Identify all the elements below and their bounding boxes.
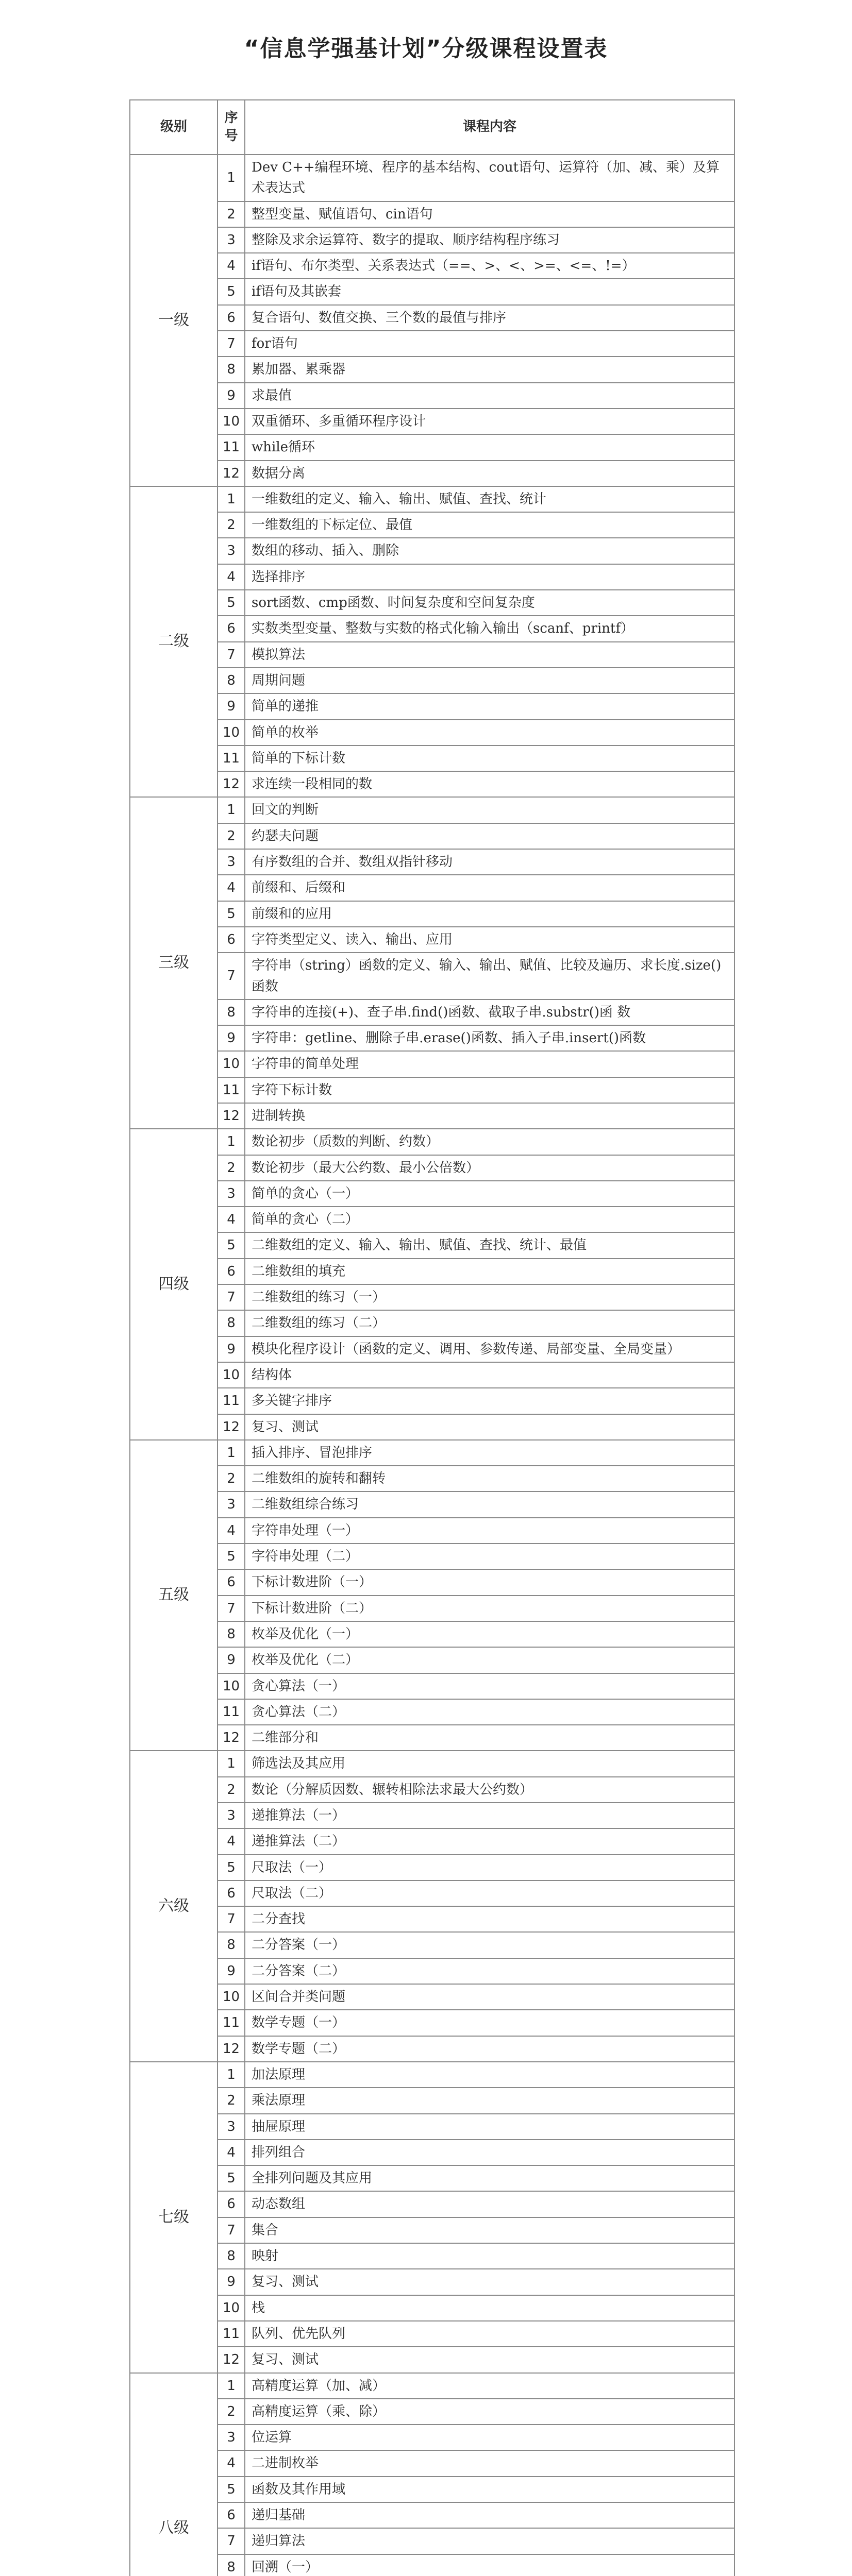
row-number-cell: 3 (218, 1181, 245, 1207)
course-content-cell: 实数类型变量、整数与实数的格式化输入输出（scanf、printf） (245, 616, 734, 641)
table-row (130, 1025, 734, 1051)
row-number-cell: 10 (218, 1362, 245, 1388)
row-number-cell: 9 (218, 1336, 245, 1362)
course-content-cell: if语句及其嵌套 (245, 279, 734, 304)
row-number-cell: 4 (218, 875, 245, 901)
table-row (130, 2140, 734, 2165)
table-row (130, 875, 734, 901)
course-content-cell: 加法原理 (245, 2062, 734, 2088)
level-cell: 六级 (130, 1751, 218, 2062)
table-row (130, 849, 734, 875)
course-content-cell: 整除及求余运算符、数字的提取、顺序结构程序练习 (245, 227, 734, 253)
course-content-cell: 回溯（一） (245, 2554, 734, 2576)
course-content-cell: 字符串处理（二） (245, 1544, 734, 1569)
course-content-cell: 二维数组的填充 (245, 1259, 734, 1284)
course-content-cell: 集合 (245, 2217, 734, 2243)
row-number-cell: 5 (218, 2165, 245, 2191)
table-row (130, 999, 734, 1025)
row-number-cell: 2 (218, 1777, 245, 1803)
course-content-cell: 高精度运算（加、减） (245, 2373, 734, 2399)
course-content-cell: 递归基础 (245, 2502, 734, 2528)
course-content-cell: 动态数组 (245, 2191, 734, 2217)
table-row (130, 2373, 734, 2399)
table-row (130, 2217, 734, 2243)
course-content-cell: 二进制枚举 (245, 2450, 734, 2476)
course-content-cell: 求连续一段相同的数 (245, 771, 734, 797)
table-row (130, 1932, 734, 1958)
table-row (130, 771, 734, 797)
course-content-cell: 数论初步（质数的判断、约数） (245, 1129, 734, 1155)
course-content-cell: 选择排序 (245, 564, 734, 590)
row-number-cell: 4 (218, 2140, 245, 2165)
course-content-cell: 字符串（string）函数的定义、输入、输出、赋值、比较及遍历、求长度.size()函数 (245, 953, 734, 999)
course-content-cell: 尺取法（二） (245, 1880, 734, 1906)
table-row (130, 1051, 734, 1077)
course-content-cell: 贪心算法（二） (245, 1699, 734, 1725)
course-content-cell: 周期问题 (245, 668, 734, 693)
row-number-cell: 6 (218, 305, 245, 331)
course-content-cell: 字符串的连接(+)、查子串.find()函数、截取子串.substr()函 数 (245, 999, 734, 1025)
row-number-cell: 6 (218, 1880, 245, 1906)
course-content-cell: 数论（分解质因数、辗转相除法求最大公约数） (245, 1777, 734, 1803)
table-row (130, 357, 734, 382)
row-number-cell: 10 (218, 1984, 245, 2010)
course-content-cell: 简单的枚举 (245, 720, 734, 745)
level-cell: 二级 (130, 486, 218, 798)
table-row (130, 1880, 734, 1906)
table-row (130, 2062, 734, 2088)
table-row (130, 1077, 734, 1103)
table-row (130, 1181, 734, 1207)
row-number-cell: 8 (218, 1310, 245, 1336)
course-content-cell: 字符串的简单处理 (245, 1051, 734, 1077)
course-content-cell: 高精度运算（乘、除） (245, 2399, 734, 2425)
row-number-cell: 5 (218, 2477, 245, 2502)
course-content-cell: 简单的下标计数 (245, 745, 734, 771)
course-content-cell: 二维数组的练习（二） (245, 1310, 734, 1336)
course-content-cell: 筛选法及其应用 (245, 1751, 734, 1776)
row-number-cell: 4 (218, 253, 245, 279)
course-content-cell: 多关键字排序 (245, 1388, 734, 1414)
course-content-cell: 一维数组的定义、输入、输出、赋值、查找、统计 (245, 486, 734, 512)
row-number-cell: 11 (218, 434, 245, 460)
table-row (130, 1310, 734, 1336)
course-content-cell: 简单的递推 (245, 693, 734, 719)
table-row (130, 2269, 734, 2295)
row-number-cell: 2 (218, 1466, 245, 1492)
row-number-cell: 11 (218, 1388, 245, 1414)
row-number-cell: 3 (218, 2425, 245, 2450)
table-row (130, 2347, 734, 2372)
row-number-cell: 5 (218, 279, 245, 304)
course-content-cell: 位运算 (245, 2425, 734, 2450)
table-row (130, 1518, 734, 1544)
row-number-cell: 1 (218, 486, 245, 512)
course-content-cell: 数论初步（最大公约数、最小公倍数） (245, 1155, 734, 1181)
row-number-cell: 3 (218, 1803, 245, 1828)
table-row (130, 1232, 734, 1258)
course-content-cell: sort函数、cmp函数、时间复杂度和空间复杂度 (245, 590, 734, 616)
course-content-cell: 排列组合 (245, 2140, 734, 2165)
row-number-cell: 8 (218, 1621, 245, 1647)
table-row (130, 1596, 734, 1621)
course-content-cell: 进制转换 (245, 1103, 734, 1129)
table-header (130, 100, 734, 155)
row-number-cell: 2 (218, 823, 245, 849)
table-row (130, 953, 734, 999)
row-number-cell: 12 (218, 1103, 245, 1129)
table-row (130, 486, 734, 512)
row-number-cell: 6 (218, 2191, 245, 2217)
table-row (130, 590, 734, 616)
row-number-cell: 5 (218, 1544, 245, 1569)
table-row (130, 383, 734, 409)
level-column-header: 级别 (130, 100, 218, 155)
table-row (130, 1621, 734, 1647)
course-content-cell: for语句 (245, 331, 734, 357)
table-row (130, 1699, 734, 1725)
course-content-cell: 结构体 (245, 1362, 734, 1388)
table-row (130, 1777, 734, 1803)
row-number-cell: 12 (218, 2347, 245, 2372)
course-content-cell: 前缀和、后缀和 (245, 875, 734, 901)
table-row (130, 745, 734, 771)
course-content-cell: 约瑟夫问题 (245, 823, 734, 849)
table-row (130, 1259, 734, 1284)
table-row (130, 1414, 734, 1440)
table-row (130, 2114, 734, 2140)
table-row (130, 512, 734, 538)
course-content-cell: 抽屉原理 (245, 2114, 734, 2140)
row-number-cell: 2 (218, 2399, 245, 2425)
table-row (130, 1440, 734, 1466)
row-number-cell: 1 (218, 797, 245, 823)
table-row (130, 1466, 734, 1492)
table-row (130, 2554, 734, 2576)
table-body (130, 155, 734, 2576)
table-row (130, 227, 734, 253)
course-content-cell: 贪心算法（一） (245, 1673, 734, 1699)
row-number-cell: 1 (218, 1751, 245, 1776)
row-number-cell: 1 (218, 1129, 245, 1155)
table-row (130, 279, 734, 304)
course-content-cell: 字符串处理（一） (245, 1518, 734, 1544)
course-content-cell: 复习、测试 (245, 1414, 734, 1440)
row-number-cell: 7 (218, 953, 245, 999)
row-number-cell: 8 (218, 357, 245, 382)
row-number-cell: 5 (218, 1232, 245, 1258)
course-table (129, 99, 735, 2576)
course-content-cell: 二维部分和 (245, 1725, 734, 1751)
course-content-cell: 复合语句、数值交换、三个数的最值与排序 (245, 305, 734, 331)
course-content-cell: 模块化程序设计（函数的定义、调用、参数传递、局部变量、全局变量） (245, 1336, 734, 1362)
course-content-cell: 枚举及优化（二） (245, 1647, 734, 1673)
course-content-cell: 数据分离 (245, 461, 734, 486)
course-content-cell: 字符下标计数 (245, 1077, 734, 1103)
table-row (130, 901, 734, 927)
table-row (130, 2010, 734, 2036)
row-number-cell: 8 (218, 999, 245, 1025)
course-content-cell: 复习、测试 (245, 2269, 734, 2295)
table-row (130, 461, 734, 486)
table-row (130, 1828, 734, 1854)
row-number-cell: 7 (218, 2217, 245, 2243)
table-row (130, 409, 734, 434)
level-cell: 八级 (130, 2373, 218, 2576)
table-row (130, 1362, 734, 1388)
course-content-cell: 二维数组的旋转和翻转 (245, 1466, 734, 1492)
row-number-cell: 3 (218, 849, 245, 875)
course-content-cell: 数学专题（二） (245, 2036, 734, 2062)
level-cell: 三级 (130, 797, 218, 1129)
row-number-cell: 7 (218, 2528, 245, 2554)
table-row (130, 305, 734, 331)
table-row (130, 927, 734, 953)
row-number-cell: 12 (218, 771, 245, 797)
content-column-header: 课程内容 (245, 100, 734, 155)
row-number-cell: 12 (218, 461, 245, 486)
table-row (130, 616, 734, 641)
table-row (130, 1284, 734, 1310)
row-number-cell: 6 (218, 1259, 245, 1284)
row-number-cell: 2 (218, 1155, 245, 1181)
table-row (130, 155, 734, 201)
level-cell: 五级 (130, 1440, 218, 1751)
table-row (130, 564, 734, 590)
page-title: “信息学强基计划”分级课程设置表 (244, 36, 608, 62)
row-number-cell: 7 (218, 1596, 245, 1621)
row-number-cell: 8 (218, 1932, 245, 1958)
table-row (130, 434, 734, 460)
level-cell: 一级 (130, 155, 218, 486)
row-number-cell: 4 (218, 1828, 245, 1854)
row-number-cell: 10 (218, 720, 245, 745)
course-content-cell: 前缀和的应用 (245, 901, 734, 927)
table-row (130, 720, 734, 745)
row-number-cell: 4 (218, 2450, 245, 2476)
row-number-cell: 10 (218, 1673, 245, 1699)
course-content-cell: while循环 (245, 434, 734, 460)
row-number-cell: 10 (218, 2295, 245, 2321)
course-content-cell: 全排列问题及其应用 (245, 2165, 734, 2191)
row-number-cell: 7 (218, 331, 245, 357)
row-number-cell: 2 (218, 512, 245, 538)
table-row (130, 1388, 734, 1414)
course-content-cell: 整型变量、赋值语句、cin语句 (245, 201, 734, 227)
row-number-cell: 10 (218, 409, 245, 434)
row-number-cell: 5 (218, 901, 245, 927)
row-number-cell: 4 (218, 1518, 245, 1544)
table-row (130, 1958, 734, 1984)
course-content-cell: 复习、测试 (245, 2347, 734, 2372)
course-content-cell: 函数及其作用域 (245, 2477, 734, 2502)
course-content-cell: 双重循环、多重循环程序设计 (245, 409, 734, 434)
row-number-cell: 6 (218, 927, 245, 953)
course-content-cell: 栈 (245, 2295, 734, 2321)
table-row (130, 201, 734, 227)
table-row (130, 331, 734, 357)
row-number-cell: 9 (218, 1025, 245, 1051)
table-row (130, 1336, 734, 1362)
row-number-cell: 2 (218, 2088, 245, 2113)
table-row (130, 1906, 734, 1932)
row-number-cell: 11 (218, 1077, 245, 1103)
course-content-cell: 二分答案（二） (245, 1958, 734, 1984)
table-row (130, 823, 734, 849)
course-content-cell: 乘法原理 (245, 2088, 734, 2113)
row-number-cell: 1 (218, 155, 245, 201)
course-content-cell: 递归算法 (245, 2528, 734, 2554)
table-row (130, 1751, 734, 1776)
course-content-cell: 数学专题（一） (245, 2010, 734, 2036)
course-content-cell: 有序数组的合并、数组双指针移动 (245, 849, 734, 875)
row-number-cell: 7 (218, 1284, 245, 1310)
row-number-cell: 8 (218, 668, 245, 693)
course-content-cell: 二维数组综合练习 (245, 1492, 734, 1517)
course-content-cell: 插入排序、冒泡排序 (245, 1440, 734, 1466)
table-row (130, 2528, 734, 2554)
course-content-cell: 模拟算法 (245, 642, 734, 668)
table-row (130, 2321, 734, 2347)
table-row (130, 538, 734, 564)
row-number-cell: 3 (218, 1492, 245, 1517)
table-row (130, 1155, 734, 1181)
table-row (130, 1544, 734, 1569)
course-content-cell: 简单的贪心（一） (245, 1181, 734, 1207)
row-number-cell: 1 (218, 2062, 245, 2088)
table-row (130, 2036, 734, 2062)
row-number-cell: 1 (218, 1440, 245, 1466)
table-row (130, 1725, 734, 1751)
row-number-cell: 5 (218, 1855, 245, 1880)
course-content-cell: 字符类型定义、读入、输出、应用 (245, 927, 734, 953)
table-row (130, 253, 734, 279)
table-row (130, 2295, 734, 2321)
course-content-cell: 数组的移动、插入、删除 (245, 538, 734, 564)
table-row (130, 1647, 734, 1673)
table-row (130, 2243, 734, 2269)
row-number-cell: 9 (218, 2269, 245, 2295)
row-number-cell: 9 (218, 383, 245, 409)
course-content-cell: 字符串：getline、删除子串.erase()函数、插入子串.insert()函数 (245, 1025, 734, 1051)
course-content-cell: 简单的贪心（二） (245, 1207, 734, 1232)
table-row (130, 797, 734, 823)
course-content-cell: 求最值 (245, 383, 734, 409)
table-row (130, 693, 734, 719)
row-number-cell: 4 (218, 1207, 245, 1232)
row-number-cell: 11 (218, 745, 245, 771)
table-row (130, 2425, 734, 2450)
row-number-cell: 3 (218, 538, 245, 564)
number-column-header: 序号 (218, 100, 245, 155)
table-row (130, 668, 734, 693)
row-number-cell: 8 (218, 2554, 245, 2576)
course-content-cell: 二分查找 (245, 1906, 734, 1932)
course-content-cell: 映射 (245, 2243, 734, 2269)
row-number-cell: 7 (218, 642, 245, 668)
row-number-cell: 6 (218, 1569, 245, 1595)
table-row (130, 2088, 734, 2113)
table-row (130, 2502, 734, 2528)
row-number-cell: 4 (218, 564, 245, 590)
table-row (130, 1803, 734, 1828)
row-number-cell: 12 (218, 2036, 245, 2062)
course-content-cell: 递推算法（二） (245, 1828, 734, 1854)
row-number-cell: 11 (218, 2010, 245, 2036)
table-row (130, 1207, 734, 1232)
row-number-cell: 1 (218, 2373, 245, 2399)
table-row (130, 2450, 734, 2476)
course-content-cell: 递推算法（一） (245, 1803, 734, 1828)
course-content-cell: 二维数组的练习（一） (245, 1284, 734, 1310)
row-number-cell: 9 (218, 693, 245, 719)
table-row (130, 2165, 734, 2191)
header-row (130, 100, 734, 155)
table-row (130, 642, 734, 668)
course-content-cell: 尺取法（一） (245, 1855, 734, 1880)
row-number-cell: 3 (218, 2114, 245, 2140)
course-content-cell: 区间合并类问题 (245, 1984, 734, 2010)
row-number-cell: 12 (218, 1414, 245, 1440)
row-number-cell: 11 (218, 1699, 245, 1725)
course-content-cell: 下标计数进阶（二） (245, 1596, 734, 1621)
course-content-cell: 累加器、累乘器 (245, 357, 734, 382)
course-content-cell: 队列、优先队列 (245, 2321, 734, 2347)
row-number-cell: 11 (218, 2321, 245, 2347)
row-number-cell: 6 (218, 616, 245, 641)
row-number-cell: 9 (218, 1647, 245, 1673)
course-content-cell: 枚举及优化（一） (245, 1621, 734, 1647)
row-number-cell: 12 (218, 1725, 245, 1751)
table-row (130, 1569, 734, 1595)
level-cell: 四级 (130, 1129, 218, 1440)
table-row (130, 2191, 734, 2217)
row-number-cell: 8 (218, 2243, 245, 2269)
course-content-cell: 二维数组的定义、输入、输出、赋值、查找、统计、最值 (245, 1232, 734, 1258)
course-content-cell: 一维数组的下标定位、最值 (245, 512, 734, 538)
course-content-cell: 下标计数进阶（一） (245, 1569, 734, 1595)
table-row (130, 1673, 734, 1699)
table-row (130, 1855, 734, 1880)
row-number-cell: 6 (218, 2502, 245, 2528)
row-number-cell: 7 (218, 1906, 245, 1932)
table-row (130, 1984, 734, 2010)
table-row (130, 2399, 734, 2425)
course-content-cell: if语句、布尔类型、关系表达式（==、>、<、>=、<=、!=） (245, 253, 734, 279)
level-cell: 七级 (130, 2062, 218, 2373)
table-row (130, 1103, 734, 1129)
course-content-cell: 回文的判断 (245, 797, 734, 823)
table-row (130, 2477, 734, 2502)
table-row (130, 1492, 734, 1517)
table-row (130, 1129, 734, 1155)
row-number-cell: 2 (218, 201, 245, 227)
row-number-cell: 3 (218, 227, 245, 253)
row-number-cell: 10 (218, 1051, 245, 1077)
row-number-cell: 5 (218, 590, 245, 616)
course-content-cell: 二分答案（一） (245, 1932, 734, 1958)
row-number-cell: 9 (218, 1958, 245, 1984)
course-content-cell: Dev C++编程环境、程序的基本结构、cout语句、运算符（加、减、乘）及算术表达式 (245, 155, 734, 201)
